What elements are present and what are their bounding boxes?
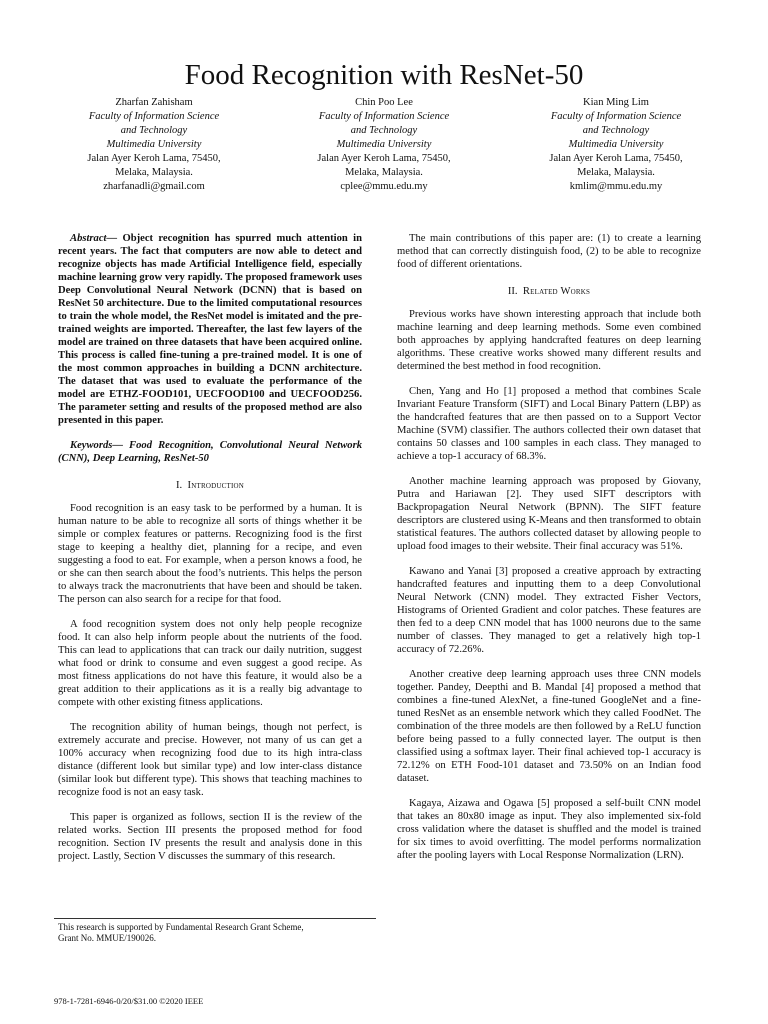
paragraph: Another creative deep learning approach uses three CNN models together. Pandey, Deepthi and B. Mandal [4] proposed a method that combines a fine-tuned AlexNet, a fine-tuned GoogleNet and a fine-tuned ResNet as an ensemble network which they called FoodNet. The combination of the three models are then followed by a ReLU function before being passed to a fully connected layer. The output is then classified using a softmax layer. Their final achieved top-1 accuracy is 72.12% on ETH Food-101 dataset and 73.50% on an Indian food dataset. — [397, 669, 701, 784]
paragraph: Another machine learning approach was proposed by Giovany, Putra and Hariawan [2]. They used SIFT descriptors with Backpropagation Neural Network (BPNN). The SIFT feature descriptors are clustered using K-Means and then transformed to obtain statistical features. The authors collected dataset by allowing people to upload food images to their website. Their final accuracy was 51%. — [397, 476, 701, 552]
abstract-label: Abstract— — [70, 233, 118, 244]
abstract-text: Object recognition has spurred much attention in recent years. The fact that computers are now able to detect and recognize objects has made Artificial Intelligence field, especially machine learning grow very rapidly. The proposed framework uses Deep Convolutional Neural Network (DCNN) that is based on ResNet 50 architecture. Due to the limited computational resources to train the whole model, the ResNet model is imitated and the pre-trained weights are imported. Thereafter, the last few layers of the model are trained on three datasets that have been acquired online. This process is called fine-tuning a pre-trained model. It is one of the most common approaches in building a DCNN architecture. The dataset that was used to evaluate the performance of the model are ETHZ-FOOD101, UECFOOD100 and UECFOOD256. The parameter setting and results of the proposed method are also presented in this paper. — [58, 233, 362, 426]
paragraph: This paper is organized as follows, section II is the review of the related works. Section III presents the proposed method for food recognition. Section IV presents the result and analysis done in this project. Lastly, Section V discusses the summary of this research. — [58, 812, 362, 862]
author-affiliation: Faculty of Information Science — [318, 111, 450, 122]
section-number: II. — [507, 286, 518, 297]
author-affiliation: Faculty of Information Science — [550, 111, 682, 122]
right-column — [397, 232, 701, 862]
footnote-line: Grant No. MMUE/190026. — [58, 933, 156, 943]
footnote — [58, 922, 378, 944]
section-heading-related-works — [397, 285, 701, 298]
author-affiliation: Multimedia University — [336, 139, 432, 150]
author-block-3 — [506, 96, 726, 194]
keywords — [58, 439, 362, 465]
author-email: kmlim@mmu.edu.my — [569, 181, 663, 192]
author-name: Zharfan Zahisham — [115, 97, 193, 108]
paragraph: Kagaya, Aizawa and Ogawa [5] proposed a self-built CNN model that takes an 80x80 image as input. They also implemented six-fold cross validation where the dataset is shuffled and the model is trained for six times to avoid overfitting. The model performs normalization after the pooling layers with Local Response Normalization (LRN). — [397, 798, 701, 861]
paragraph: A food recognition system does not only help people recognize food. It can also help inform people about the nutrients of the food. This can lead to applications that can track our daily nutrition, suggest what food or drink to consume and even suggest a good recipe. As most fitness applications do not have this feature, it would also be a great addition to their applications as it is a really big advantage to compete with other existing fitness applications. — [58, 619, 362, 708]
paragraph: The recognition ability of human beings, though not perfect, is extremely accurate and precise. However, not many of us can get a 100% accuracy when recognizing food due to its high intra-class distance (different look but similar type) and low inter-class distance (similar look but different type). This shows that teaching machines to recognize food is not an easy task. — [58, 722, 362, 798]
section-number: I. — [176, 480, 183, 491]
author-address: Jalan Ayer Keroh Lama, 75450, — [549, 153, 683, 164]
author-address: Melaka, Malaysia. — [115, 167, 193, 178]
section-title: Introduction — [187, 480, 244, 491]
footnote-line: This research is supported by Fundamental Research Grant Scheme, — [58, 922, 304, 932]
paragraph: The main contributions of this paper are: (1) to create a learning method that can correctly distinguish food, (2) to be able to recognize food of different orientations. — [397, 233, 701, 270]
author-name: Kian Ming Lim — [583, 97, 649, 108]
section-title: Related Works — [522, 286, 591, 297]
footnote-divider — [54, 918, 376, 919]
paragraph: Kawano and Yanai [3] proposed a creative approach by extracting handcrafted features and inputting them to a deep Convolutional Neural Network (CNN) model. They extracted Fisher Vectors, Histograms of Oriented Gradient and color patches. These features are then fed to a deep CNN model that has 1000 neurons due to the same number of classes. They managed to get a relatively high top-1 accuracy of 72.26%. — [397, 566, 701, 655]
paragraph: Chen, Yang and Ho [1] proposed a method that combines Scale Invariant Feature Transform (SIFT) and Local Binary Pattern (LBP) as the handcrafted features that are then passed on to a Support Vector Machine (SVM) classifier. The authors collected their own dataset that contains 50 classes and 100 samples in each class. They managed to achieve a top-1 accuracy of 68.3%. — [397, 386, 701, 462]
left-column — [58, 232, 362, 863]
section-heading-introduction — [58, 479, 362, 492]
paragraph: Previous works have shown interesting approach that include both machine learning and deep learning methods. Some even combined both approaches by applying handcrafted features on deep learning algorithms. These creative works showed many different results and determined the best method in food recognition. — [397, 309, 701, 372]
author-affiliation: and Technology — [120, 125, 188, 136]
author-affiliation: Faculty of Information Science — [88, 111, 220, 122]
author-name: Chin Poo Lee — [355, 97, 413, 108]
author-address: Melaka, Malaysia. — [577, 167, 655, 178]
author-address: Jalan Ayer Keroh Lama, 75450, — [317, 153, 451, 164]
paper-title: Food Recognition with ResNet-50 — [184, 59, 584, 92]
paragraph: Food recognition is an easy task to be performed by a human. It is human nature to be able to recognize all sorts of things whether it be simple or complex features or patterns. Recognizing food is the first stage to keeping a healthy diet, planning for a recipe, and even suggesting a food to eat. For example, when a person knows a food, he or she can then search about the food’s nutrients. This helps the person to always track the macronutrients that have been and should be taken. The person can also search for a recipe for that food. — [58, 503, 362, 605]
author-address: Melaka, Malaysia. — [345, 167, 423, 178]
keywords-text: Food Recognition, Convolutional Neural Network (CNN), Deep Learning, ResNet-50 — [58, 440, 362, 464]
author-block-2 — [274, 96, 494, 194]
copyright-notice: 978-1-7281-6946-0/20/$31.00 ©2020 IEEE — [54, 996, 204, 1006]
abstract — [58, 232, 362, 427]
author-affiliation: Multimedia University — [106, 139, 202, 150]
author-affiliation: and Technology — [350, 125, 418, 136]
keywords-label: Keywords— — [70, 440, 123, 451]
author-address: Jalan Ayer Keroh Lama, 75450, — [87, 153, 221, 164]
author-email: cplee@mmu.edu.my — [340, 181, 428, 192]
author-affiliation: and Technology — [582, 125, 650, 136]
author-affiliation: Multimedia University — [568, 139, 664, 150]
author-email: zharfanadli@gmail.com — [103, 181, 205, 192]
author-block-1 — [44, 96, 264, 194]
